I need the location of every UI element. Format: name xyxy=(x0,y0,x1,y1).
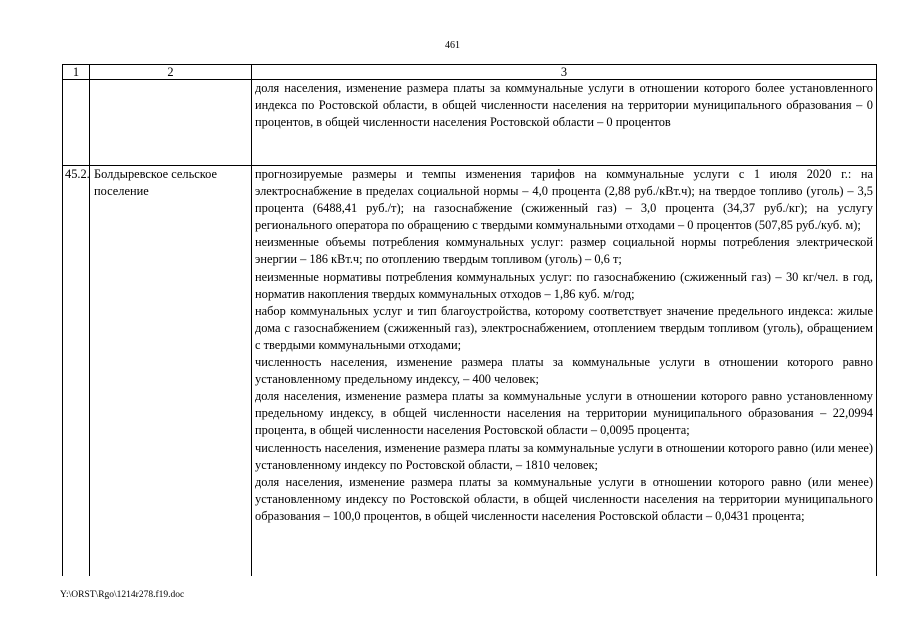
table-row-continuation xyxy=(63,80,877,166)
table-row-45-2 xyxy=(63,166,877,577)
tariff-table xyxy=(62,64,877,576)
header-col-2: 2 xyxy=(90,65,252,80)
footer-file-path: Y:\ORST\Rgo\1214r278.f19.doc xyxy=(60,590,185,600)
header-col-1: 1 xyxy=(63,65,90,80)
share-equal-index-paragraph: доля населения, изменение размера платы за коммунальные услуги в отношении которого равно установленному предельному индексу, в общей численности населения на территории муниципального образования – 22,0994 процента, в общей численности населения Ростовской области – 0,0095 процента; xyxy=(255,389,873,438)
services-set-paragraph: набор коммунальных услуг и тип благоустройства, которому соответствует значение предельного индекса: жилые дома с газоснабжением (сжиженный газ), электроснабжением, отоплением твердым топливом (уголь), обращением с твердыми коммунальными отходами; xyxy=(255,303,873,352)
continuation-paragraph: доля населения, изменение размера платы за коммунальные услуги в отношении которого более установленного индекса по Ростовской области, в общей численности населения на территории муниципального образования – 0 процентов, в общей численности населения Ростовской области – 0 процентов xyxy=(255,81,873,130)
settlement-name-cell: Болдыревское сельское поселение xyxy=(90,166,252,577)
continuation-text-cell xyxy=(252,80,877,166)
tariff-forecast-paragraph: прогнозируемые размеры и темпы изменения тарифов на коммунальные услуги с 1 июля 2020 г.: на электроснабжение в пределах социальной нормы – 4,0 процента (2,88 руб./кВт.ч); на твердое топливо (уголь) – 3,5 процента (6488,41 руб./т); на газоснабжение (сжиженный газ) – 3,0 процента (34,37 руб./кг); на услугу регионального оператора по обращению с твердыми коммунальными отходами – 0 процентов (507,85 руб./куб. м); xyxy=(255,167,873,233)
continuation-name-cell xyxy=(90,80,252,166)
table-header-row xyxy=(63,65,877,80)
consumption-volume-paragraph: неизменные объемы потребления коммунальных услуг: размер социальной нормы потребления электрической энергии – 186 кВт.ч; по отоплению твердым топливом (уголь) – 0,6 т; xyxy=(255,235,873,267)
page-number: 461 xyxy=(445,40,460,51)
share-regional-index-paragraph: доля населения, изменение размера платы за коммунальные услуги в отношении которого равно (или менее) установленному индексу по Ростовской области, в общей численности населения на территории муниципального образования – 100,0 процентов, в общей численности населения Ростовской области – 0,0431 процента; xyxy=(255,474,873,523)
population-equal-index-paragraph: численность населения, изменение размера платы за коммунальные услуги в отношении которого равно установленному предельному индексу, – 400 человек; xyxy=(255,355,873,387)
consumption-norms-paragraph: неизменные нормативы потребления коммунальных услуг: по газоснабжению (сжиженный газ) – 30 кг/чел. в год, норматив накопления твердых коммунальных отходов – 1,86 куб. м/год; xyxy=(255,269,873,301)
header-col-3: 3 xyxy=(252,65,877,80)
row-details-cell xyxy=(252,166,877,577)
population-regional-index-paragraph: численность населения, изменение размера платы за коммунальные услуги в отношении которого равно (или менее) установленному индексу по Ростовской области, – 1810 человек; xyxy=(255,440,873,472)
row-number-cell: 45.2. xyxy=(63,166,90,577)
continuation-number-cell xyxy=(63,80,90,166)
